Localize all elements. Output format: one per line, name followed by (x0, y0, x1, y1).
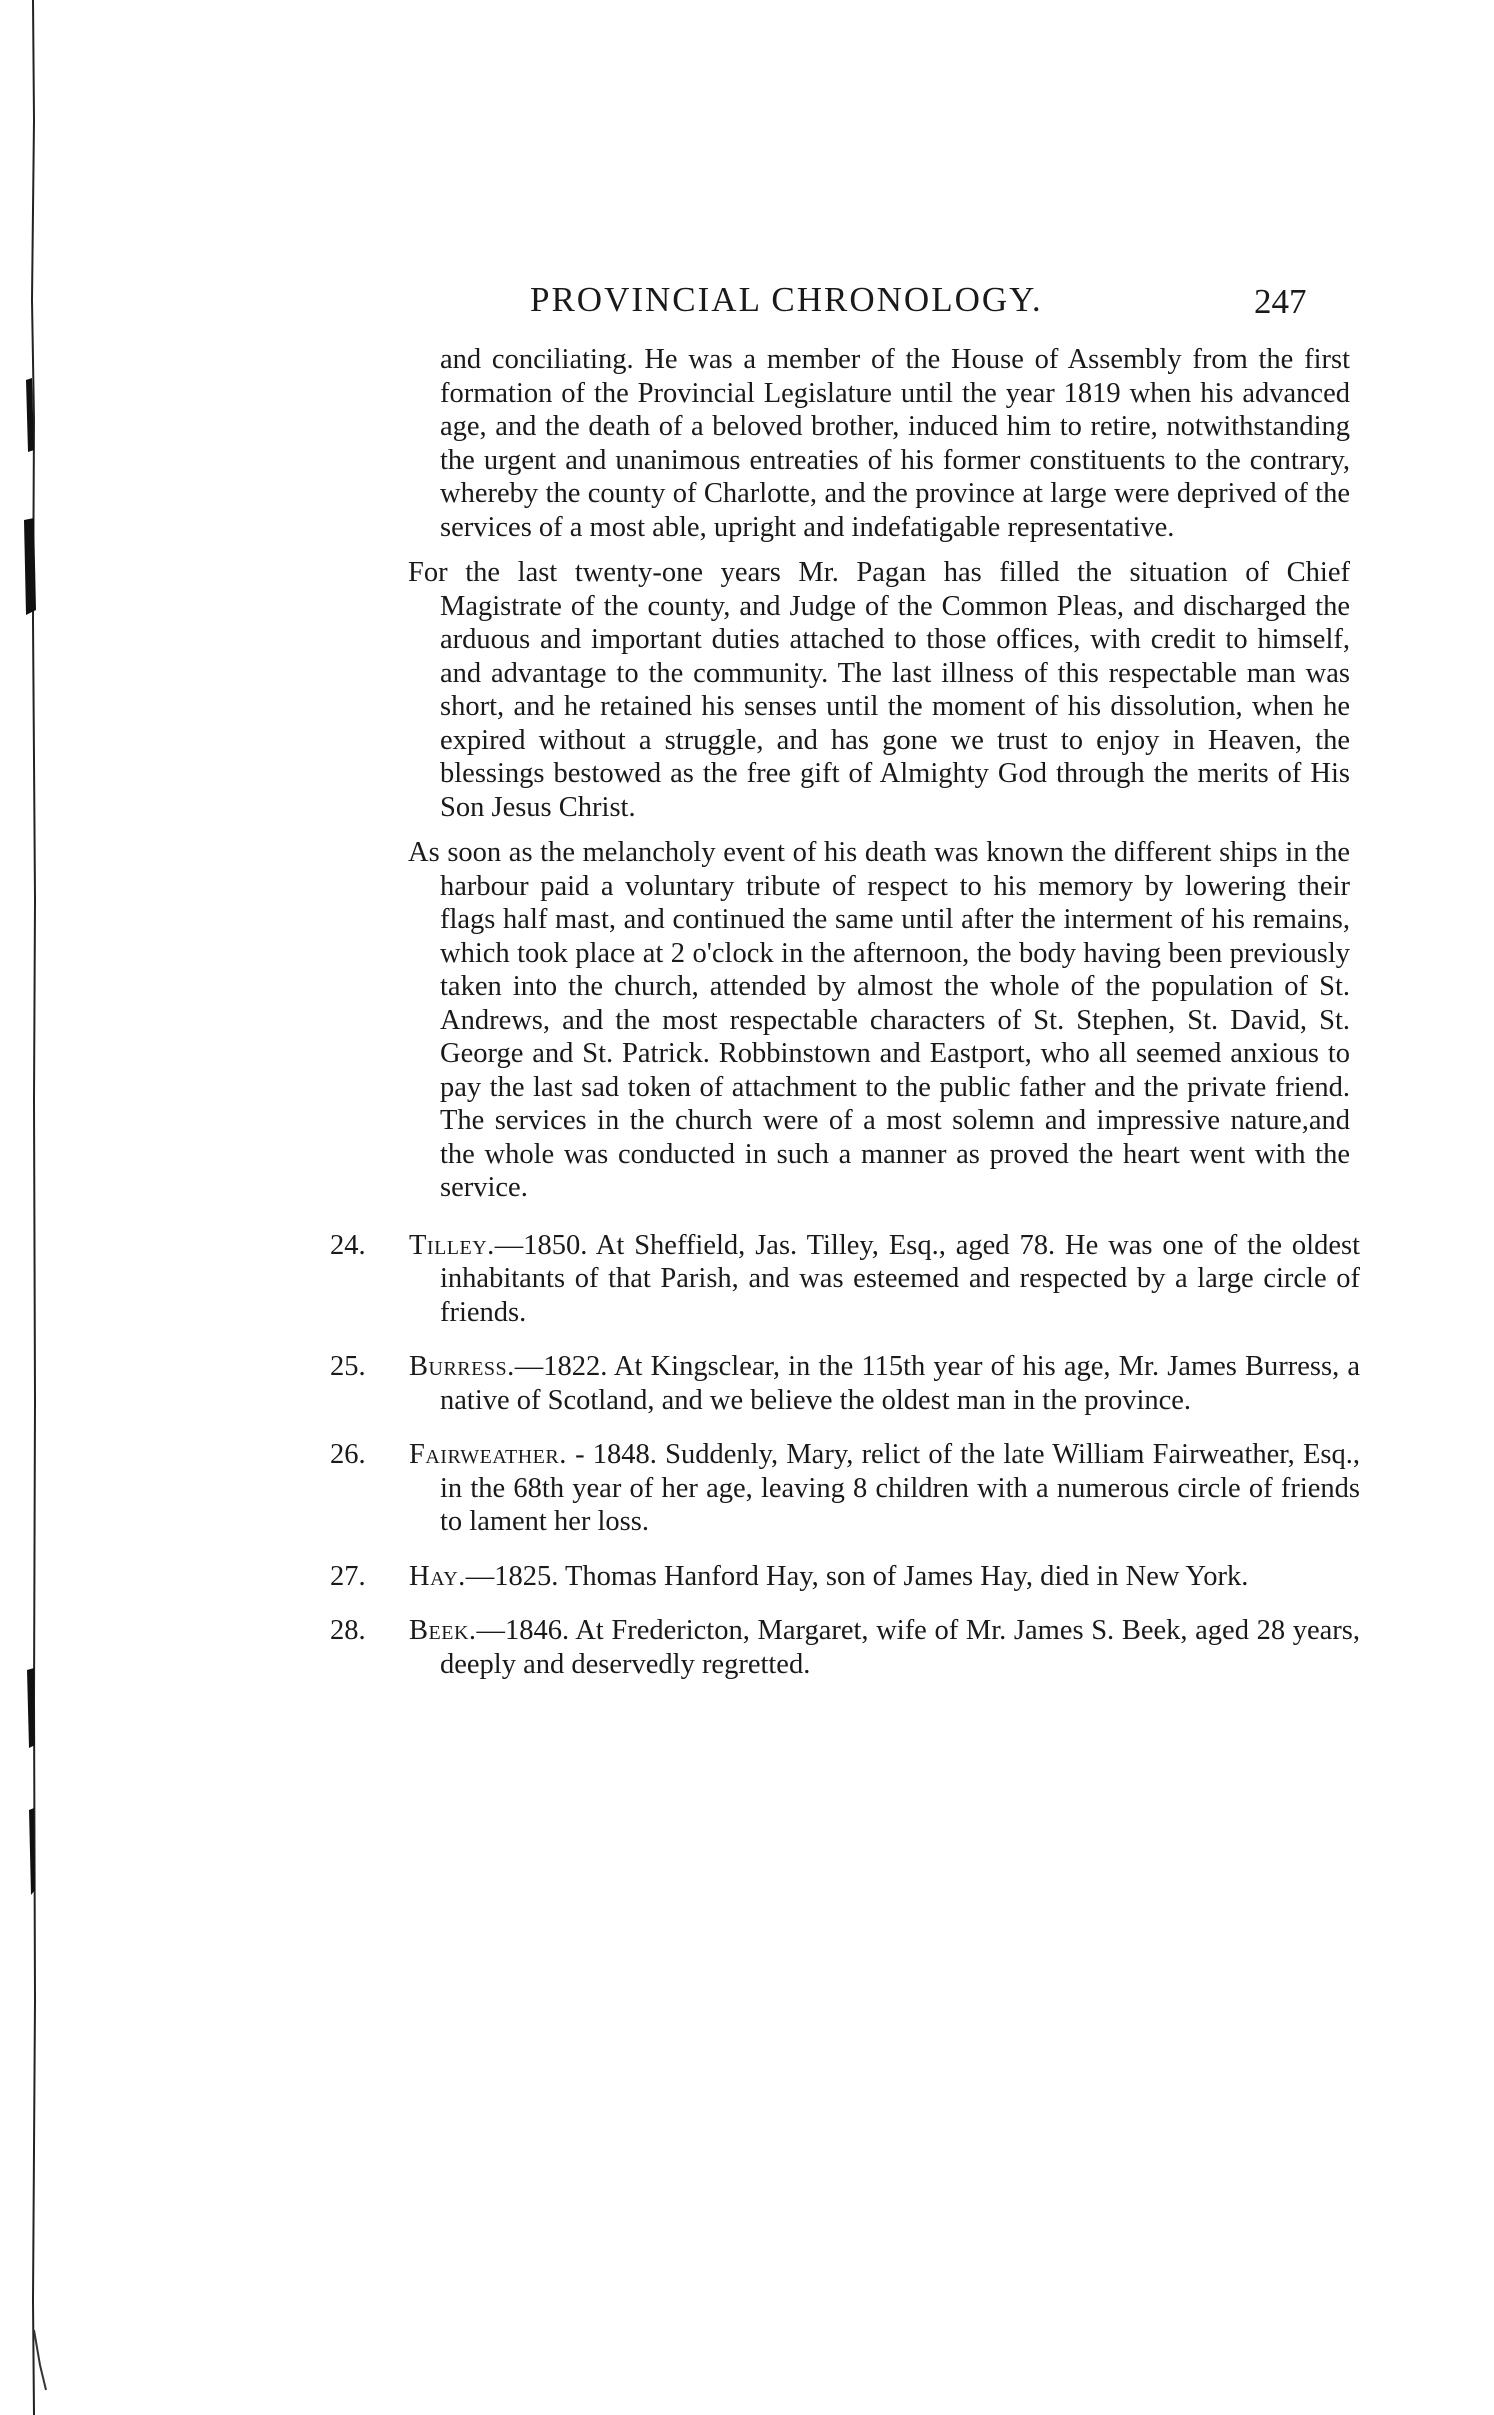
entry-year: —1850. (494, 1229, 588, 1261)
entry-number: 27. (330, 1560, 366, 1592)
entry-text (409, 1229, 1360, 1330)
entry-surname: Hay. (409, 1560, 466, 1592)
obituary-entry (330, 1229, 1360, 1330)
running-header (330, 280, 1360, 340)
entry-year: —1846. (476, 1615, 570, 1646)
obituary-entries (330, 1229, 1360, 1682)
entry-surname: Burress. (409, 1351, 515, 1382)
obituary-entry (330, 1614, 1360, 1681)
entry-number: 26. (330, 1439, 366, 1470)
running-title: PROVINCIAL CHRONOLOGY. (530, 280, 1043, 319)
continuation-paragraph: and conciliating. He was a member of the House of Assembly from the first formation of the Provincial Legislature until the year 1819 when his advanced age, and the death of a beloved brother, induced him to retire, notwithstanding the urgent and unanimous entreaties of his former constituents to the contrary, whereby the county of Charlotte, and the province at large were deprived of the services of a most able, upright and indefatigable representative. (440, 344, 1350, 543)
entry-body: Suddenly, Mary, relict of the late William Fairweather, Esq., in the 68th year of her age, leaving 8 children with a numerous circle of friends to lament her loss. (440, 1439, 1360, 1537)
page-number: 247 (1254, 282, 1307, 321)
entry-text (409, 1614, 1360, 1681)
entry-number: 28. (330, 1615, 366, 1646)
body-paragraph: For the last twenty-one years Mr. Pagan has filled the situation of Chief Magistrate of the county, and Judge of the Common Pleas, and discharged the arduous and important duties attached to those offices, with credit to himself, and advantage to the community. The last illness of this respectable man was short, and he retained his senses until the moment of his dissolution, when he expired without a struggle, and has gone we trust to enjoy in Heaven, the blessings bestowed as the free gift of Almighty God through the merits of His Son Jesus Christ. (408, 557, 1350, 823)
entry-surname: Beek. (409, 1615, 477, 1646)
entry-year: —1825. (465, 1560, 559, 1592)
obituary-entry (330, 1350, 1360, 1417)
entry-year: —1822. (514, 1351, 608, 1382)
entry-surname: Tilley. (409, 1229, 495, 1261)
scan-margin-edge (0, 0, 60, 2415)
entry-body: At Sheffield, Jas. Tilley, Esq., aged 78. He was one of the oldest inhabitants of that Parish, and was esteemed and respected by a large circle of friends. (440, 1229, 1360, 1328)
obituary-entry (330, 1560, 1360, 1594)
entry-body: At Kingsclear, in the 115th year of his age, Mr. James Burress, a native of Scotland, and we believe the oldest man in the province. (440, 1351, 1360, 1416)
entry-surname: Fairweather. (409, 1439, 567, 1470)
entry-text (409, 1350, 1360, 1417)
entry-body: Thomas Hanford Hay, son of James Hay, died in New York. (558, 1560, 1249, 1592)
entry-number: 25. (330, 1351, 366, 1382)
entry-year: - 1848. (566, 1439, 657, 1470)
obituary-entry (330, 1438, 1360, 1539)
entry-text (409, 1438, 1360, 1539)
entry-body: At Fredericton, Margaret, wife of Mr. James S. Beek, aged 28 years, deeply and deservedly regretted. (440, 1615, 1360, 1680)
entry-number: 24. (330, 1229, 366, 1261)
book-page (330, 280, 1360, 1702)
entry-text (409, 1560, 1360, 1594)
body-paragraph: As soon as the melancholy event of his death was known the different ships in the harbour paid a voluntary tribute of respect to his memory by lowering their flags half mast, and continued the same until after the interment of his remains, which took place at 2 o'clock in the afternoon, the body having been previously taken into the church, attended by almost the whole of the population of St. Andrews, and the most respectable characters of St. Stephen, St. David, St. George and St. Patrick. Robbinstown and Eastport, who all seemed anxious to pay the last sad token of attachment to the public father and the private friend. The services in the church were of a most solemn and impressive nature,and the whole was conducted in such a manner as proved the heart went with the service. (408, 837, 1350, 1203)
